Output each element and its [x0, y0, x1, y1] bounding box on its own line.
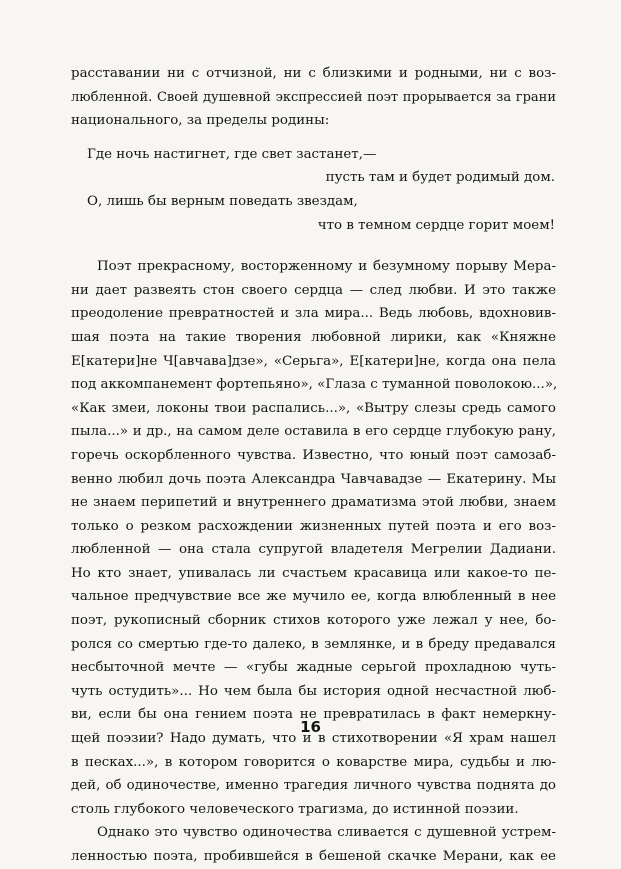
poem-line: пусть там и будет родимый дом.	[325, 170, 555, 186]
text-line: только о резком расхождении жизненных путей поэта и его воз-	[71, 518, 556, 534]
text-line: шая поэта на такие творения любовной лирики, как «Княжне	[71, 329, 556, 345]
closing-paragraph	[71, 821, 556, 868]
text-line: Но кто знает, упивалась ли счастьем красавица или какое-то пе-	[71, 565, 556, 581]
text-line: столь глубокого человеческого трагизма, до истинной поэзии.	[71, 801, 519, 817]
text-line: щей поэзии? Надо думать, что и в стихотворении «Я храм нашел	[71, 731, 556, 747]
text-line: ви, если бы она гением поэта не превратилась в факт немеркну-	[71, 707, 556, 723]
text-line: чуть остудить»... Но чем была бы история одной несчастной люб-	[71, 683, 556, 699]
text-line: пыла...» и др., на самом деле оставила в его сердце глубокую рану,	[71, 424, 556, 440]
page-body	[71, 62, 556, 869]
text-line: горечь оскорбленного чувства. Известно, что юный поэт самозаб-	[71, 447, 556, 463]
text-line: Однако это чувство одиночества сливается с душевной устрем-	[97, 825, 556, 841]
poem-line: Где ночь настигнет, где свет застанет,—	[87, 146, 377, 162]
poem-line: что в темном сердце горит моем!	[317, 217, 555, 233]
text-line: «Как змеи, локоны твои распались...», «Вытру слезы средь самого	[71, 400, 556, 416]
text-line: несбыточной мечте — «губы жадные серьгой прохладною чуть-	[71, 660, 556, 676]
text-line: под аккомпанемент фортепьяно», «Глаза с туманной поволокою...»,	[71, 377, 558, 393]
text-line: Е[катери]не Ч[авчава]дзе», «Серьга», Е[катери]не, когда она пела	[71, 353, 556, 369]
text-line: в песках...», в котором говорится о коварстве мира, судьбы и лю-	[71, 754, 556, 770]
text-line: любленной — она стала супругой владетеля Мегрелии Дадиани.	[71, 542, 556, 558]
text-line: чальное предчувствие все же мучило ее, когда влюбленный в нее	[71, 589, 556, 605]
intro-paragraph	[71, 62, 556, 133]
main-paragraph	[71, 255, 556, 821]
text-line: расставании ни с отчизной, ни с близкими и родными, ни с воз-	[71, 66, 556, 81]
text-line: ленностью поэта, пробившейся в бешеной скачке Мерани, как ее	[71, 849, 556, 864]
text-line: национального, за пределы родины:	[71, 113, 330, 129]
text-line: не знаем перипетий и внутреннего драматизма этой любви, знаем	[71, 495, 556, 511]
text-line: венно любил дочь поэта Александра Чавчавадзе — Екатерину. Мы	[71, 471, 556, 487]
poem-quote	[71, 143, 556, 237]
text-line: ролся со смертью где-то далеко, в землянке, и в бреду предавался	[71, 636, 556, 652]
text-line: любленной. Своей душевной экспрессией поэт прорывается за грани	[71, 89, 556, 105]
text-line: преодоление превратностей и зла мира... Ведь любовь, вдохновив-	[71, 306, 556, 322]
text-line: поэт, рукописный сборник стихов которого уже лежал у нее, бо-	[71, 613, 556, 629]
text-line: Поэт прекрасному, восторженному и безумному порыву Мера-	[97, 259, 556, 275]
poem-line: О, лишь бы верным поведать звездам,	[87, 193, 358, 209]
page-number: 16	[300, 718, 321, 736]
text-line: ни дает развеять стон своего сердца — след любви. И это также	[71, 282, 556, 298]
text-line: дей, об одиночестве, именно трагедия личного чувства поднята до	[71, 778, 556, 794]
